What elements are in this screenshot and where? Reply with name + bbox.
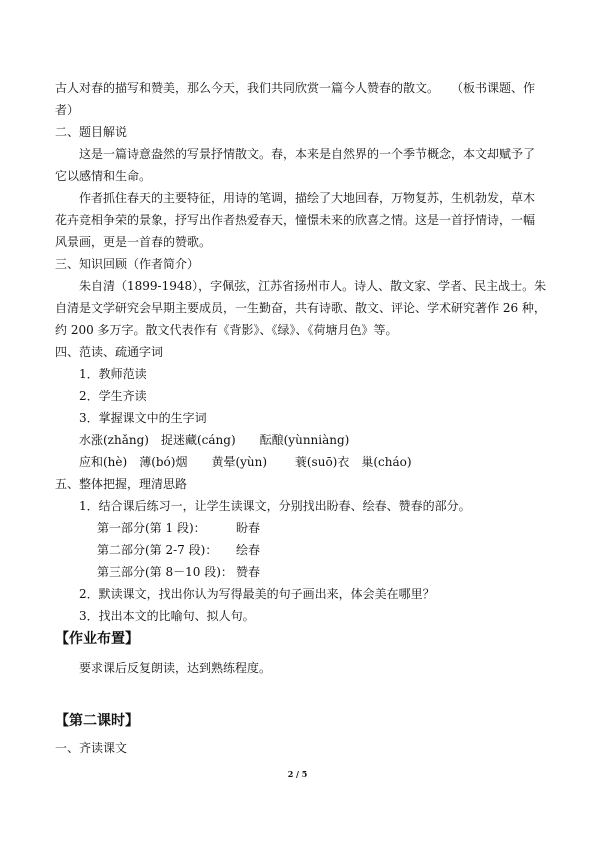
section-heading-structure: 五、整体把握，理清思路: [55, 477, 188, 491]
intro-line-1: 古人对春的描写和赞美，那么今天，我们共同欣赏一篇今人赞春的散文。 （板书课题、作: [55, 81, 536, 95]
author-line-2: 自清是文学研究会早期主要成员，一生勤奋，共有诗歌、散文、评论、学术研究著作 26 种，: [55, 301, 546, 315]
topic-paragraph-1-line-2: 它以感情和生命。: [55, 169, 152, 183]
structure-item-3: 3．找出本文的比喻句、拟人句。: [79, 609, 255, 623]
topic-paragraph-2-line-1: 作者抓住春天的主要特征，用诗的笔调，描绘了大地回春，万物复苏，生机勃发，草木: [79, 191, 536, 205]
section-heading-author: 三、知识回顾（作者简介）: [55, 257, 200, 271]
part-3-label: 第三部分(第 8－10 段)：: [97, 565, 233, 579]
author-line-3: 约 200 多万字。散文代表作有《背影》、《绿》、《荷塘月色》等。: [55, 323, 398, 337]
reading-item-2: 2．学生齐读: [79, 389, 147, 403]
structure-item-2: 2．默读课文，找出你认为写得最美的句子画出来，体会美在哪里？: [79, 587, 435, 601]
homework-heading: 【作业布置】: [55, 631, 139, 647]
part-2-label: 第二部分(第 2-7 段)：: [97, 543, 218, 557]
lesson-2-heading: 【第二课时】: [55, 713, 139, 729]
vocab-row-1: 水涨(zhǎng) 捉迷藏(cáng) 酝酿(yùnniàng): [79, 433, 350, 447]
section-heading-topic: 二、题目解说: [55, 125, 128, 139]
author-line-1: 朱自清（1899-1948），字佩弦，江苏省扬州市人。诗人、散文家、学者、民主战士。朱: [79, 279, 547, 293]
part-3-value: 赞春: [236, 565, 261, 579]
part-2-value: 绘春: [236, 543, 261, 557]
intro-line-2: 者）: [55, 103, 80, 117]
part-1-label: 第一部分(第 1 段)：: [97, 521, 206, 535]
topic-paragraph-1-line-1: 这是一篇诗意盎然的写景抒情散文。春，本来是自然界的一个季节概念，本文却赋予了: [79, 147, 536, 161]
page-number: 2 / 5: [287, 769, 308, 779]
topic-paragraph-2-line-2: 花卉竞相争荣的景象，抒写出作者热爱春天，憧憬未来的欣喜之情。这是一首抒情诗，一幅: [55, 213, 536, 227]
homework-text: 要求课后反复朗读，达到熟练程度。: [79, 661, 272, 675]
reading-item-3: 3．掌握课文中的生字词: [79, 411, 207, 425]
section-heading-reading: 四、范读、疏通字词: [55, 345, 164, 359]
part-1-value: 盼春: [236, 521, 261, 535]
structure-item-1: 1．结合课后练习一，让学生读课文，分别找出盼春、绘春、赞春的部分。: [79, 499, 471, 513]
topic-paragraph-2-line-3: 风景画，更是一首春的赞歌。: [55, 235, 212, 249]
reading-item-1: 1．教师范读: [79, 367, 147, 381]
vocab-row-2: 应和(hè) 薄(bó)烟 黄晕(yùn) 蓑(suō)衣 巢(cháo): [79, 455, 412, 469]
lesson-2-item-1: 一、齐读课文: [55, 741, 128, 755]
